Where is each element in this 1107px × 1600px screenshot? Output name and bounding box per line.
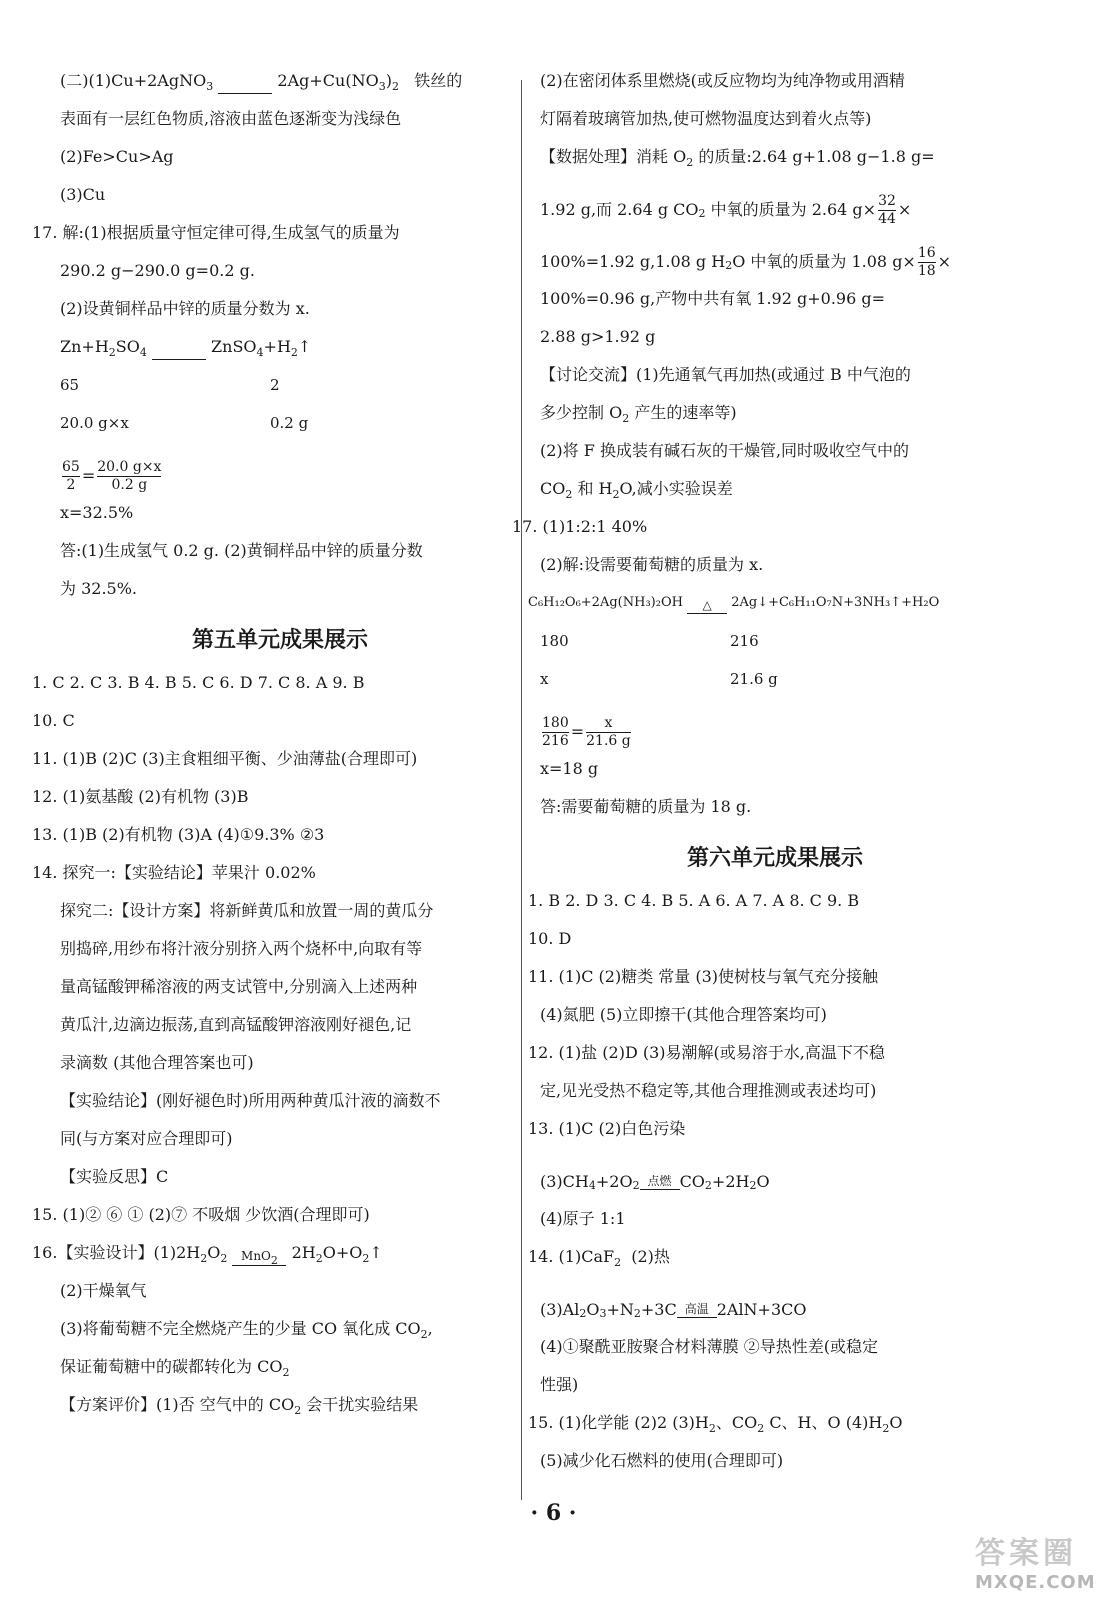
unit6-q10: 10. D xyxy=(528,929,572,948)
answer-line: 290.2 g−290.0 g=0.2 g. xyxy=(60,261,255,280)
answer-line: 【实验反思】C xyxy=(60,1167,169,1186)
answer-line: 性强) xyxy=(540,1375,579,1394)
unit5-q11: 11. (1)B (2)C (3)主食粗细平衡、少油薄盐(合理即可) xyxy=(32,749,418,768)
mass-row: x 21.6 g xyxy=(540,670,778,688)
answer-line: (3)将葡萄糖不完全燃烧产生的少量 CO 氧化成 $CO_2$, xyxy=(60,1319,433,1341)
unit6-mc: 1. B 2. D 3. C 4. B 5. A 6. A 7. A 8. C 9. B xyxy=(528,891,860,910)
equation-methane: (3)CH 4 +2O 2 点燃 CO 2 +2H 2 O xyxy=(540,1172,770,1192)
question-17: 17. 解:(1)根据质量守恒定律可得,生成氢气的质量为 xyxy=(32,223,400,242)
answer-line: 为 32.5%. xyxy=(60,579,138,598)
equation-glucose: C₆H₁₂O₆+2Ag(NH₃)₂OH △ 2Ag↓+C₆H₁₁O₇N+3NH₃↑+H₂O xyxy=(528,595,940,612)
answer-line: 100%=0.96 g,产物中共有氧 1.92 g+0.96 g= xyxy=(540,289,885,308)
answer-line: $CO_2$ 和 $H_2O$,减小实验误差 xyxy=(540,479,733,501)
unit6-q13: 13. (1)C (2)白色污染 xyxy=(528,1119,686,1138)
answer-line: 1.92 g,而 2.64 g CO 2 中氧的质量为 2.64 g× $\frac{32}{44}$ × xyxy=(540,192,912,227)
answer-line: 【实验结论】(刚好褪色时)所用两种黄瓜汁液的滴数不 xyxy=(60,1091,441,1110)
unit5-mc: 1. C 2. C 3. B 4. B 5. C 6. D 7. C 8. A 9. B xyxy=(32,673,365,692)
unit6-title: 第六单元成果展示 xyxy=(686,846,863,871)
answer-line: 定,见光受热不稳定等,其他合理推测或表述均可) xyxy=(540,1081,877,1100)
equation-aln: (3)Al 2 O 3 +N 2 +3C 高温 2AlN+3CO xyxy=(540,1300,807,1320)
unit6-q15: 15. (1)化学能 (2)2 $(3)H_2$、$CO_2$ C、H、O $(4)H_2O$ xyxy=(528,1413,903,1435)
mass-row: 180 216 xyxy=(540,632,759,650)
unit5-q14: 14. 探究一:【实验结论】苹果汁 0.02% xyxy=(32,863,316,882)
answer-line: x=32.5% xyxy=(60,503,134,522)
unit6-q12: 12. (1)盐 (2)D (3)易潮解(或易溶于水,高温下不稳 xyxy=(528,1043,885,1062)
answer-line: 答:需要葡萄糖的质量为 18 g. xyxy=(540,797,752,816)
answer-line: 【数据处理】消耗 $O_2$ 的质量:2.64 g+1.08 g−1.8 g= xyxy=(540,147,935,169)
page-number: · 6 · xyxy=(530,1500,577,1526)
proportion: $\frac{65}{2}$ = $\frac{20.0 g\times x}{0.2 g}$ xyxy=(62,458,162,493)
mass-row: 20.0 g×x 0.2 g xyxy=(60,414,309,432)
answer-line: (二)(1)Cu+2AgNO$_3$ $2Ag+Cu(NO_3)_2$ 铁丝的 xyxy=(60,71,463,93)
answer-line: 同(与方案对应合理即可) xyxy=(60,1129,233,1148)
answer-line: (2)干燥氧气 xyxy=(60,1281,147,1300)
answer-line: x=18 g xyxy=(540,759,599,778)
answer-line: 灯隔着玻璃管加热,使可燃物温度达到着火点等) xyxy=(540,109,872,128)
unit5-q13: 13. (1)B (2)有机物 (3)A (4)①9.3% ②3 xyxy=(32,825,325,844)
answer-line: 100%=1.92 g,1.08 g H 2 O 中氧的质量为 1.08 g× $\frac{16}{18}$ × xyxy=(540,244,952,279)
unit5-q12: 12. (1)氨基酸 (2)有机物 (3)B xyxy=(32,787,249,806)
answer-line: (4)原子 1:1 xyxy=(540,1209,626,1228)
unit5-title: 第五单元成果展示 xyxy=(191,628,368,653)
mass-row: 65 2 xyxy=(60,376,280,394)
answer-line: 多少控制 $O_2$ 产生的速率等) xyxy=(540,403,737,425)
answer-line: 保证葡萄糖中的碳都转化为 $CO_2$ xyxy=(60,1357,290,1379)
unit5-q16: 16.【实验设计】$(1)2H_2O_2$ MnO2 $2H_2O+O_2↑$ xyxy=(32,1243,383,1267)
answer-line: 【讨论交流】(1)先通氧气再加热(或通过 B 中气泡的 xyxy=(540,365,911,384)
watermark-url: MXQE.COM xyxy=(975,1572,1096,1593)
answer-line: (2)Fe>Cu>Ag xyxy=(60,147,174,166)
answer-line: 探究二:【设计方案】将新鲜黄瓜和放置一周的黄瓜分 xyxy=(60,901,434,920)
left-column xyxy=(32,70,500,1510)
answer-line: 表面有一层红色物质,溶液由蓝色逐渐变为浅绿色 xyxy=(60,109,402,128)
answer-line: (3)Cu xyxy=(60,185,106,204)
answer-line: 别捣碎,用纱布将汁液分别挤入两个烧杯中,向取有等 xyxy=(60,939,423,958)
answer-line: (2)将 F 换成装有碱石灰的干燥管,同时吸收空气中的 xyxy=(540,441,910,460)
answer-line: (5)减少化石燃料的使用(合理即可) xyxy=(540,1451,784,1470)
right-column xyxy=(512,70,1010,1510)
question-17: 17. (1)1:2:1 40% xyxy=(512,517,648,536)
proportion: $\frac{180}{216}$ = $\frac{x}{21.6 g}$ xyxy=(542,714,631,749)
answer-line: (2)设黄铜样品中锌的质量分数为 x. xyxy=(60,299,310,318)
answer-line: 录滴数 (其他合理答案也可) xyxy=(60,1053,254,1072)
answer-line: 【方案评价】(1)否 空气中的 $CO_2$ 会干扰实验结果 xyxy=(60,1395,419,1417)
answer-line: (2)在密闭体系里燃烧(或反应物均为纯净物或用酒精 xyxy=(540,71,905,90)
answer-line: 2.88 g>1.92 g xyxy=(540,327,656,346)
column-divider xyxy=(521,80,522,1500)
unit5-q10: 10. C xyxy=(32,711,75,730)
answer-line: 量高锰酸钾稀溶液的两支试管中,分别滴入上述两种 xyxy=(60,977,418,996)
equation-zn: $Zn+H_2SO_4$ $ZnSO_4+H_2↑$ xyxy=(60,337,312,359)
answer-line: 答:(1)生成氢气 0.2 g. (2)黄铜样品中锌的质量分数 xyxy=(60,541,423,560)
watermark-logo xyxy=(975,1528,1096,1593)
unit6-q11: 11. (1)C (2)糖类 常量 (3)使树枝与氧气充分接触 xyxy=(528,967,879,986)
answer-line: 黄瓜汁,边滴边振荡,直到高锰酸钾溶液刚好褪色,记 xyxy=(60,1015,412,1034)
answer-line: (4)①聚酰亚胺聚合材料薄膜 ②导热性差(或稳定 xyxy=(540,1337,878,1356)
unit5-q15: 15. (1)② ⑥ ① (2)⑦ 不吸烟 少饮酒(合理即可) xyxy=(32,1205,370,1224)
answer-line: (2)解:设需要葡萄糖的质量为 x. xyxy=(540,555,764,574)
watermark-text: 答案圈 xyxy=(975,1536,1077,1571)
answer-line: (4)氮肥 (5)立即擦干(其他合理答案均可) xyxy=(540,1005,827,1024)
unit6-q14: 14. (1)CaF$_2$ (2)热 xyxy=(528,1247,670,1269)
